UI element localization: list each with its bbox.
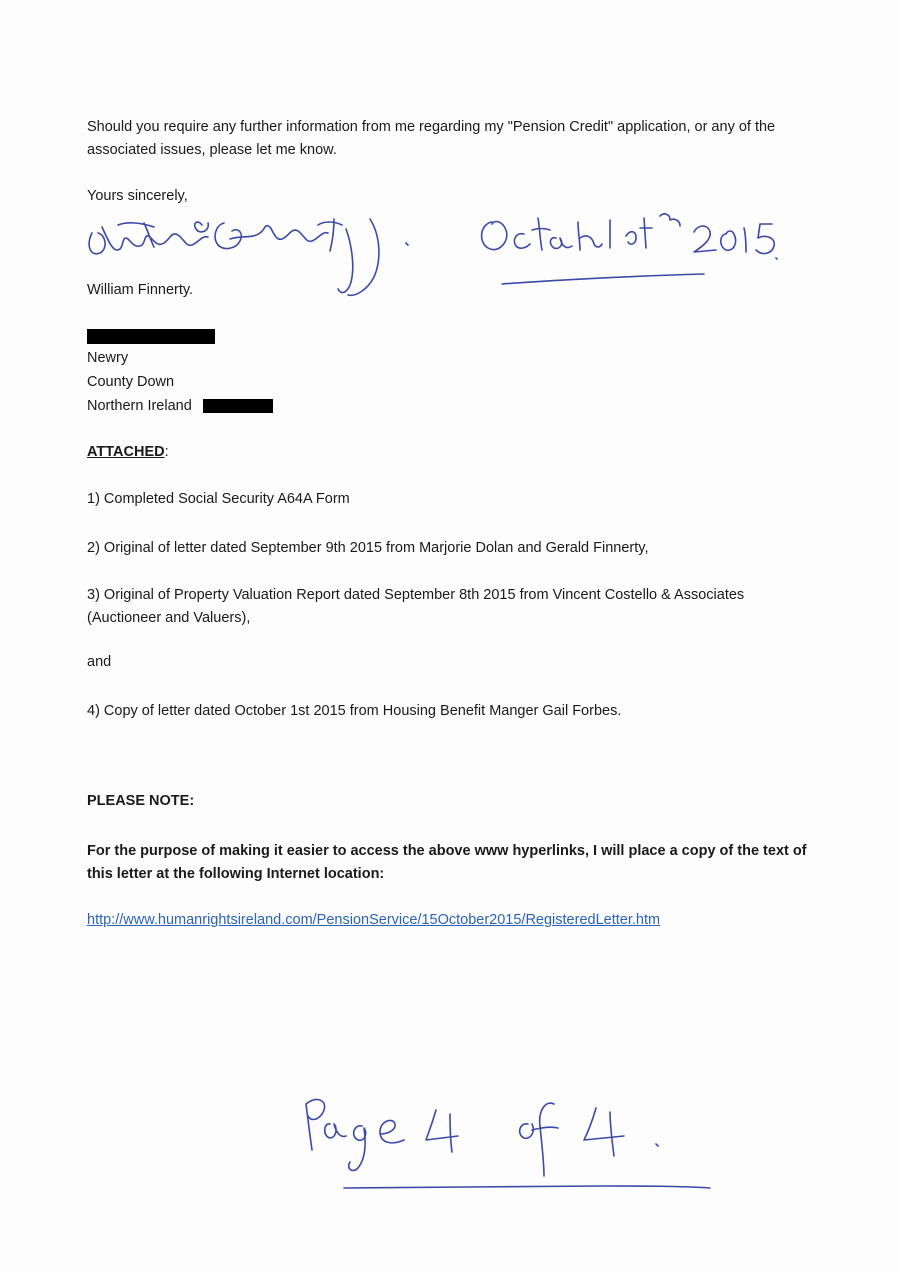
please-note-body: For the purpose of making it easier to access the above www hyperlinks, I will place a copy of the text of this letter at the following Internet location: bbox=[87, 843, 807, 882]
registered-letter-link[interactable]: http://www.humanrightsireland.com/PensionService/15October2015/RegisteredLetter.htm bbox=[87, 912, 661, 928]
address-line-county: County Down bbox=[87, 374, 175, 390]
handwritten-page-number bbox=[300, 1080, 720, 1195]
attached-item-1: 1) Completed Social Security A64A Form bbox=[87, 491, 350, 507]
attached-heading: ATTACHED: bbox=[87, 444, 169, 460]
attached-item-2: 2) Original of letter dated September 9th 2015 from Marjorie Dolan and Gerald Finnerty, bbox=[87, 540, 649, 556]
handwritten-date bbox=[476, 208, 786, 293]
please-note-heading: PLEASE NOTE: bbox=[87, 793, 195, 809]
address-line-country: Northern Ireland bbox=[87, 398, 192, 414]
closing-paragraph: Should you require any further information from me regarding my "Pension Credit" application, or any of the associated issues, please let me know. bbox=[87, 119, 776, 158]
signature-name: William Finnerty. bbox=[87, 282, 194, 298]
address-line-town: Newry bbox=[87, 350, 129, 366]
redacted-postcode bbox=[203, 399, 273, 413]
sign-off: Yours sincerely, bbox=[87, 188, 188, 204]
attached-conjunction: and bbox=[87, 654, 112, 670]
attached-item-4: 4) Copy of letter dated October 1st 2015 from Housing Benefit Manger Gail Forbes. bbox=[87, 703, 622, 719]
redacted-address-line bbox=[87, 329, 215, 344]
attached-item-3: 3) Original of Property Valuation Report dated September 8th 2015 from Vincent Costello & Associates (Auctioneer and Valuers), bbox=[87, 587, 745, 626]
